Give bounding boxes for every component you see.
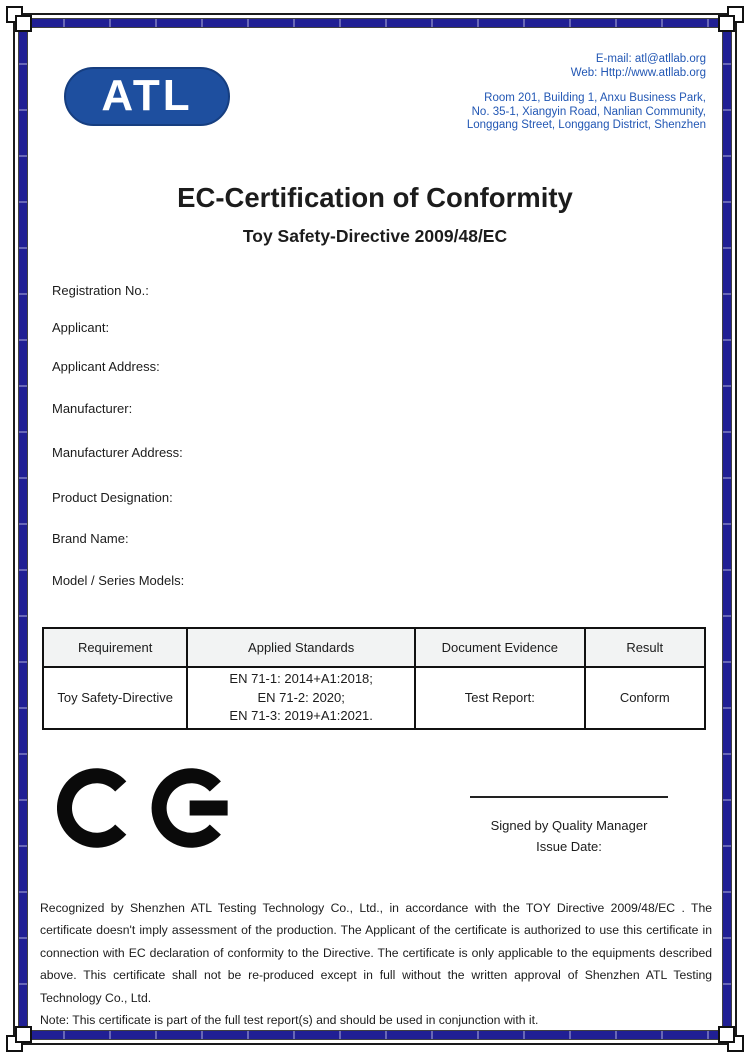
cell-document-evidence: Test Report: <box>415 667 584 729</box>
contact-address-line: Room 201, Building 1, Anxu Business Park, <box>484 92 706 104</box>
standard-line: EN 71-2: 2020; <box>257 689 345 705</box>
certificate-title: EC-Certification of Conformity <box>177 182 573 213</box>
contact-email: E-mail: atl@atllab.org <box>595 53 706 65</box>
corner-ornament-bottom-left <box>15 1026 32 1043</box>
atl-logo <box>64 67 230 126</box>
cell-requirement: Toy Safety-Directive <box>43 667 187 729</box>
cell-applied-standards <box>187 667 415 729</box>
contact-address-line: No. 35-1, Xiangyin Road, Nanlian Community, <box>471 105 706 118</box>
certificate-subtitle: Toy Safety-Directive 2009/48/EC <box>242 226 508 246</box>
atl-logo-text: ATL <box>101 70 193 120</box>
border-band-top <box>19 19 731 27</box>
requirements-table <box>42 627 706 730</box>
field-label-manufacturer: Manufacturer: <box>52 401 133 416</box>
standard-line: EN 71-1: 2014+A1:2018; <box>229 671 373 686</box>
field-label-registration-no: Registration No.: <box>52 283 149 298</box>
border-band-left <box>19 19 27 1039</box>
corner-ornament-bottom-right <box>718 1026 735 1043</box>
field-label-model-series: Model / Series Models: <box>52 573 185 588</box>
contact-block <box>467 53 706 133</box>
field-label-product-designation: Product Designation: <box>52 490 173 505</box>
cell-result: Conform <box>585 667 706 729</box>
contact-address-line: Longgang Street, Longgang District, Shenzhen <box>466 119 706 131</box>
footer-paragraph: Recognized by Shenzhen ATL Testing Technology Co., Ltd., in accordance with the TOY Directive 2009/48/EC . The certificate doesn't imply assessment of the production. The Applicant of the certificate is authorized to use this certificate in connection with EC declaration of conformity to the Directive. The certificate is only applicable to the equipments described above. This certificate shall not be re-produced except in full without the written approval of Shenzhen ATL Testing Technology Co., Ltd. <box>40 901 712 1005</box>
issue-date-label: Issue Date: <box>536 839 602 854</box>
column-header-result: Result <box>585 628 706 667</box>
column-header-applied-standards: Applied Standards <box>187 628 415 667</box>
border-band-bottom <box>19 1031 731 1039</box>
contact-spacer <box>467 80 706 92</box>
field-label-applicant-address: Applicant Address: <box>52 359 160 374</box>
column-header-requirement: Requirement <box>43 628 187 667</box>
corner-ornament-top-left <box>15 15 32 32</box>
footer-legal-text <box>40 897 712 1031</box>
table-row <box>43 667 705 729</box>
footer-note: Note: This certificate is part of the full test report(s) and should be used in conjunction with it. <box>40 1013 539 1028</box>
column-header-document-evidence: Document Evidence <box>415 628 584 667</box>
field-label-applicant: Applicant: <box>52 320 110 335</box>
ce-mark-icon <box>57 766 243 850</box>
standard-line: EN 71-3: 2019+A1:2021. <box>229 708 373 723</box>
signature-title: Signed by Quality Manager <box>490 818 648 833</box>
field-label-manufacturer-address: Manufacturer Address: <box>52 445 183 460</box>
contact-web: Web: Http://www.atllab.org <box>570 66 706 79</box>
table-header-row <box>43 628 705 667</box>
border-thin-frame <box>13 13 737 1045</box>
corner-ornament-top-right <box>718 15 735 32</box>
border-band-right <box>723 19 731 1039</box>
field-label-brand-name: Brand Name: <box>52 531 129 546</box>
signature-line <box>470 796 668 798</box>
